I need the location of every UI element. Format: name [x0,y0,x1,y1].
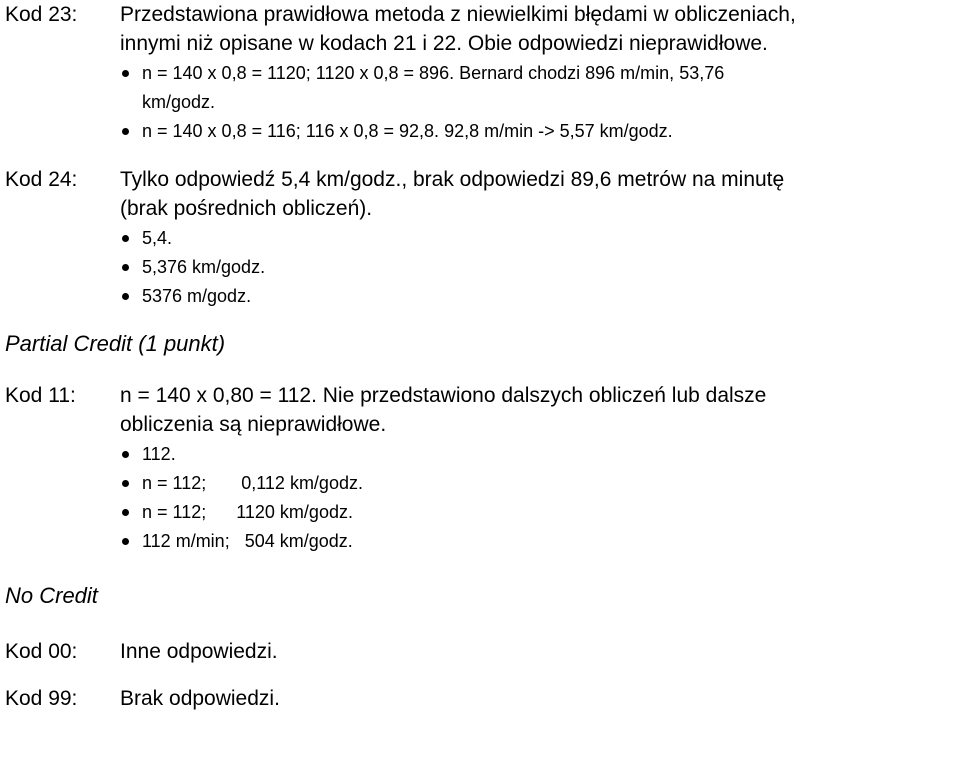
code-11-example [120,469,955,498]
code-11-example-text: n = 112; 0,112 km/godz. [142,473,363,493]
code-11-body [120,381,955,556]
code-23-description-line1: Przedstawiona prawidłowa metoda z niewielkimi błędami w obliczeniach, [120,3,796,26]
code-23-example [120,117,955,146]
bullet-icon [122,70,129,77]
code-99-block [5,684,955,713]
bullet-icon [122,264,129,271]
code-00-label: Kod 00: [5,640,78,663]
code-11-example-text: 112 m/min; 504 km/godz. [142,531,353,551]
code-24-example-text: 5376 m/godz. [142,286,252,306]
code-11-examples [120,440,955,556]
code-24-example-text: 5,4. [142,228,173,248]
bullet-icon [122,293,129,300]
no-credit-heading: No Credit [5,583,98,608]
code-99-description: Brak odpowiedzi. [120,687,280,710]
code-24-label: Kod 24: [5,168,78,191]
code-24-example [120,224,955,253]
code-11-label: Kod 11: [5,384,76,407]
code-99-label: Kod 99: [5,687,78,710]
code-24-example [120,282,955,311]
code-11-block [5,381,955,556]
bullet-icon [122,451,129,458]
bullet-icon [122,128,129,135]
code-23-example-text: n = 140 x 0,8 = 1120; 1120 x 0,8 = 896. Bernard chodzi 896 m/min, 53,76 [142,63,725,83]
code-23-description-line2: innymi niż opisane w kodach 21 i 22. Obie odpowiedzi nieprawidłowe. [120,32,768,55]
code-00-block [5,637,955,666]
code-24-body [120,165,955,311]
bullet-icon [122,235,129,242]
bullet-icon [122,509,129,516]
code-24-description-line2: (brak pośrednich obliczeń). [120,197,373,220]
scoring-guide [5,0,955,713]
code-11-example [120,527,955,556]
code-11-description-line2: obliczenia są nieprawidłowe. [120,413,387,436]
code-23-body [120,0,955,146]
code-23-example-text: n = 140 x 0,8 = 116; 116 x 0,8 = 92,8. 92,8 m/min -> 5,57 km/godz. [142,121,673,141]
code-23-examples [120,59,955,146]
code-23-block [5,0,955,146]
code-23-example-text: km/godz. [142,92,216,112]
bullet-icon [122,538,129,545]
code-24-block [5,165,955,311]
code-24-example-text: 5,376 km/godz. [142,257,266,277]
code-24-description-line1: Tylko odpowiedź 5,4 km/godz., brak odpowiedzi 89,6 metrów na minutę [120,168,785,191]
code-11-description-line1: n = 140 x 0,80 = 112. Nie przedstawiono dalszych obliczeń lub dalsze [120,384,767,407]
code-00-description: Inne odpowiedzi. [120,640,278,663]
code-11-example-text: 112. [142,444,176,464]
code-11-example-text: n = 112; 1120 km/godz. [142,502,353,522]
code-24-example [120,253,955,282]
bullet-icon [122,480,129,487]
code-23-label: Kod 23: [5,3,78,26]
code-24-examples [120,224,955,311]
code-11-example [120,440,955,469]
code-11-example [120,498,955,527]
code-23-example-continuation [120,88,955,117]
partial-credit-heading: Partial Credit (1 punkt) [5,331,226,356]
code-23-example [120,59,955,88]
